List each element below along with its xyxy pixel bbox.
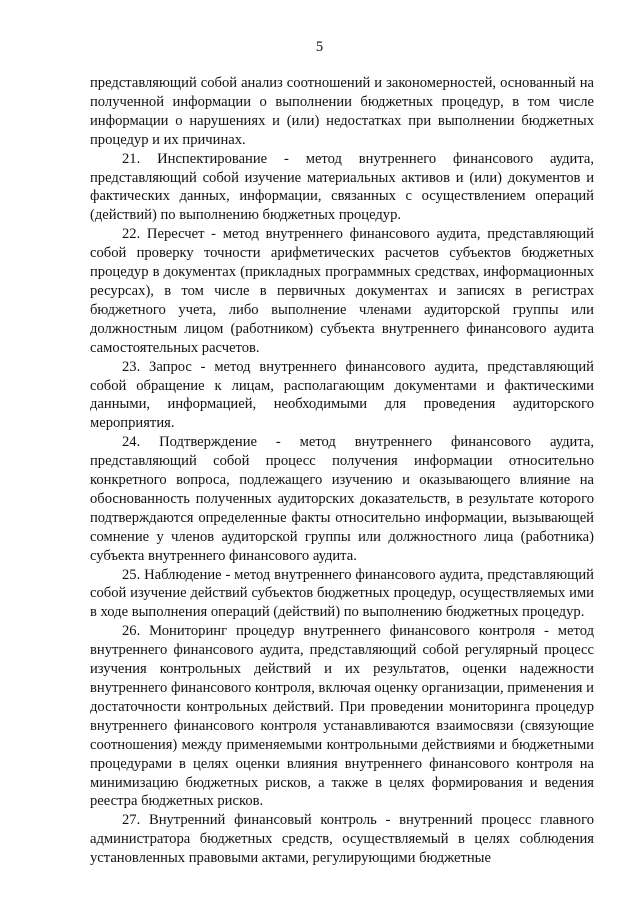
paragraph-27-internal-control: 27. Внутренний финансовый контроль - внутренний процесс главного администратора бюджетных средств, осуществляемый в целях соблюдения установленных правовыми актами, регулирующими бюджетные (90, 812, 594, 867)
paragraph-23-request: 23. Запрос - метод внутреннего финансового аудита, представляющий собой обращение к лицам, располагающим документами и фактическими данными, информацией, необходимыми для проведения аудиторского мероприятия. (90, 358, 594, 432)
page-number: 5 (315, 39, 324, 55)
paragraph-22-recalculation: 22. Пересчет - метод внутреннего финансового аудита, представляющий собой проверку точности арифметических расчетов субъектов бюджетных процедур в документах (прикладных программных средствах, информационных ресурсах), в том числе в первичных документах и записях в регистрах бюджетного учета, либо выполнение членами аудиторской группы или должностным лицом (работником) субъекта внутреннего финансового аудита самостоятельных расчетов. (90, 226, 594, 356)
paragraph-continuation: представляющий собой анализ соотношений и закономерностей, основанный на полученной информации о выполнении бюджетных процедур, в том числе информации о нарушениях и (или) недостатках при выполнении бюджетных процедур и их причинах. (90, 75, 594, 148)
paragraph-21-inspection: 21. Инспектирование - метод внутреннего финансового аудита, представляющий собой изучение материальных активов и (или) документов и фактических данных, информации, связанных с осуществлением операций (действий) по выполнению бюджетных процедур. (90, 150, 594, 224)
paragraph-24-confirmation: 24. Подтверждение - метод внутреннего финансового аудита, представляющий собой процесс получения информации относительно конкретного вопроса, подлежащего изучению и оказывающего влияние на обоснованность полученных аудиторских доказательств, в результате которого подтверждаются определенные факты относительно информации, вызывающей сомнение у членов аудиторской группы или должностного лица (работника) субъекта внутреннего финансового аудита. (90, 434, 594, 564)
document-body (90, 74, 594, 868)
paragraph-25-observation: 25. Наблюдение - метод внутреннего финансового аудита, представляющий собой изучение действий субъектов бюджетных процедур, осуществляемых ими в ходе выполнения операций (действий) по выполнению бюджетных процедур. (90, 566, 594, 621)
paragraph-26-monitoring: 26. Мониторинг процедур внутреннего финансового контроля - метод внутреннего финансового аудита, представляющий собой регулярный процесс изучения контрольных действий и их результатов, оценки надежности внутреннего финансового контроля, включая оценку организации, применения и достаточности контрольных действий. При проведении мониторинга процедур внутреннего финансового контроля устанавливаются взаимосвязи (связующие соотношения) между применяемыми контрольными действиями и бюджетными процедурами в целях оценки влияния внутреннего финансового контроля на минимизацию бюджетных рисков, а также в целях формирования и ведения реестра бюджетных рисков. (90, 623, 594, 810)
